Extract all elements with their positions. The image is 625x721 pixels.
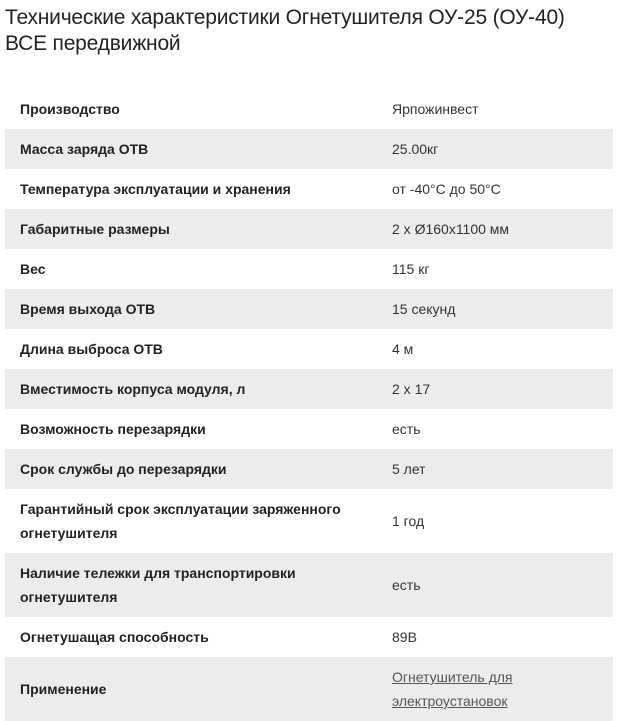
application-link[interactable]: Огнетушитель для электроустановок — [392, 669, 513, 709]
page-title: Технические характеристики Огнетушителя ОУ-25 (ОУ-40) ВСЕ передвижной — [5, 6, 565, 55]
table-row — [5, 289, 613, 329]
spec-name: Вес — [20, 261, 46, 277]
spec-value: 1 год — [392, 513, 425, 529]
specs-table — [5, 89, 613, 721]
spec-value: от -40°С до 50°С — [392, 181, 501, 197]
spec-name: Срок службы до перезарядки — [5, 449, 377, 489]
spec-name: Вместимость корпуса модуля, л — [5, 369, 377, 409]
table-row — [5, 617, 613, 657]
table-row — [5, 129, 613, 169]
table-row — [5, 169, 613, 209]
spec-name: Применение — [5, 657, 377, 721]
spec-value: есть — [392, 421, 421, 437]
table-row — [5, 369, 613, 409]
spec-value: Ярпожинвест — [392, 101, 479, 117]
spec-name: Время выхода ОТВ — [5, 289, 377, 329]
table-row — [5, 89, 613, 129]
spec-name: Габаритные размеры — [5, 209, 377, 249]
spec-name: Наличие тележки для транспортировки огнетушителя — [5, 553, 377, 617]
spec-name: Масса заряда ОТВ — [5, 129, 377, 169]
spec-value: 5 лет — [377, 449, 613, 489]
spec-name: Гарантийный срок эксплуатации заряженного огнетушителя — [20, 501, 341, 541]
table-row — [5, 249, 613, 289]
table-row — [5, 329, 613, 369]
spec-value: 2 х Ø160х1100 мм — [377, 209, 613, 249]
table-row — [5, 209, 613, 249]
table-row — [5, 489, 613, 553]
spec-name: Температура эксплуатации и хранения — [20, 181, 291, 197]
table-row — [5, 657, 613, 721]
spec-value: 4 м — [392, 341, 414, 357]
spec-value: 115 кг — [392, 261, 430, 277]
spec-value: 15 секунд — [377, 289, 613, 329]
table-row — [5, 409, 613, 449]
spec-name: Возможность перезарядки — [20, 421, 206, 437]
table-row — [5, 449, 613, 489]
table-row — [5, 553, 613, 617]
spec-value-cell — [377, 657, 613, 721]
spec-value: 89В — [392, 629, 417, 645]
spec-value: есть — [377, 553, 613, 617]
spec-value: 25.00кг — [377, 129, 613, 169]
spec-name: Огнетушащая способность — [20, 629, 209, 645]
spec-value: 2 х 17 — [377, 369, 613, 409]
spec-name: Производство — [20, 101, 120, 117]
spec-name: Длина выброса ОТВ — [20, 341, 163, 357]
